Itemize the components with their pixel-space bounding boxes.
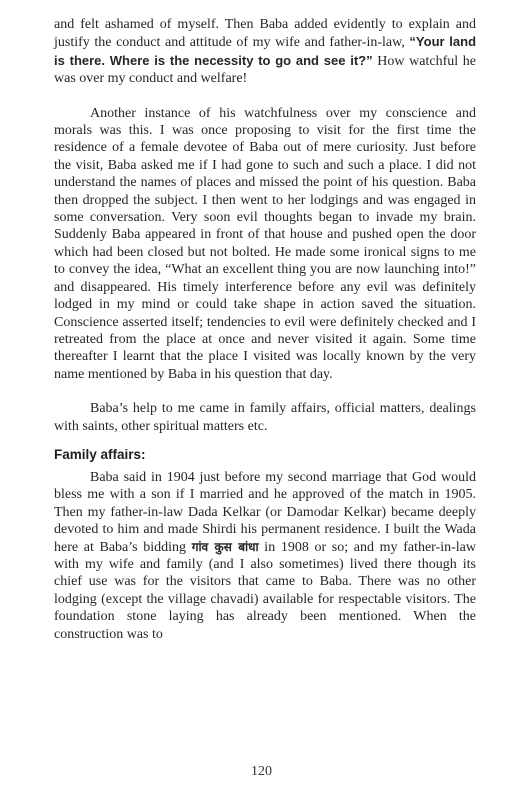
page-body xyxy=(54,16,476,643)
paragraph-family-affairs xyxy=(54,469,476,643)
section-heading: Family affairs: xyxy=(54,446,146,462)
devanagari-phrase: गांव कुस बांधा xyxy=(191,539,259,554)
paragraph-babas-help: Baba’s help to me came in family affairs, official matters, dealings with saints, other spiritual matters etc. xyxy=(54,401,476,434)
paragraph-text: Baba said in 1904 just before my second marriage that God would bless me with a son if I married and he approved of the match in 1905. Then my father-in-law Dada Kelkar (or Damodar Kelkar) became deeply devoted to him and made Shirdi his permanent residence. I built the Wada here at Baba’s bidding xyxy=(54,469,476,555)
baba-quote: “Your land is there. Where is the necessity to go and see it?” xyxy=(54,34,477,68)
paragraph-text: and felt ashamed of myself. Then Baba added evidently to explain and justify the conduct and attitude of my wife and father-in-law, xyxy=(54,17,476,51)
paragraph-text: in 1908 or so; and my father-in-law with my wife and family (and I also sometimes) lived there though its chief use was for the visitors that came to Baba. There was no other lodging (except the village chavadi) available for respectable visitors. The foundation stone laying has already been mentioned. When the construction was to xyxy=(54,539,476,642)
paragraph-text: How watchful he was over my conduct and welfare! xyxy=(54,53,476,87)
paragraph-continuation xyxy=(54,16,476,88)
page-number: 120 xyxy=(251,764,272,779)
paragraph-watchfulness: Another instance of his watchfulness over my conscience and morals was this. I was once proposing to visit for the first time the residence of a female devotee of Baba out of mere curiosity. Just before the visit, Baba asked me if I had gone to such and such a place. I did not understand the names of places and missed the point of his question. Baba then dropped the subject. I then went to her lodgings and was engaged in some conversation. Very soon evil thoughts began to invade my brain. Suddenly Baba appeared in front of that house and pushed open the door which had been closed but not bolted. He made some ironical signs to me to convey the idea, “What an excellent thing you are now launching into!” and disappeared. His timely interference before any evil was definitely lodged in my mind or could take shape in action saved the situation. Conscience asserted itself; tendencies to evil were definitely checked and I retreated from the place at once and never visited it again. Some time thereafter I learnt that the place I visited was locally known by the very name mentioned by Baba in his question that day. xyxy=(54,105,476,382)
